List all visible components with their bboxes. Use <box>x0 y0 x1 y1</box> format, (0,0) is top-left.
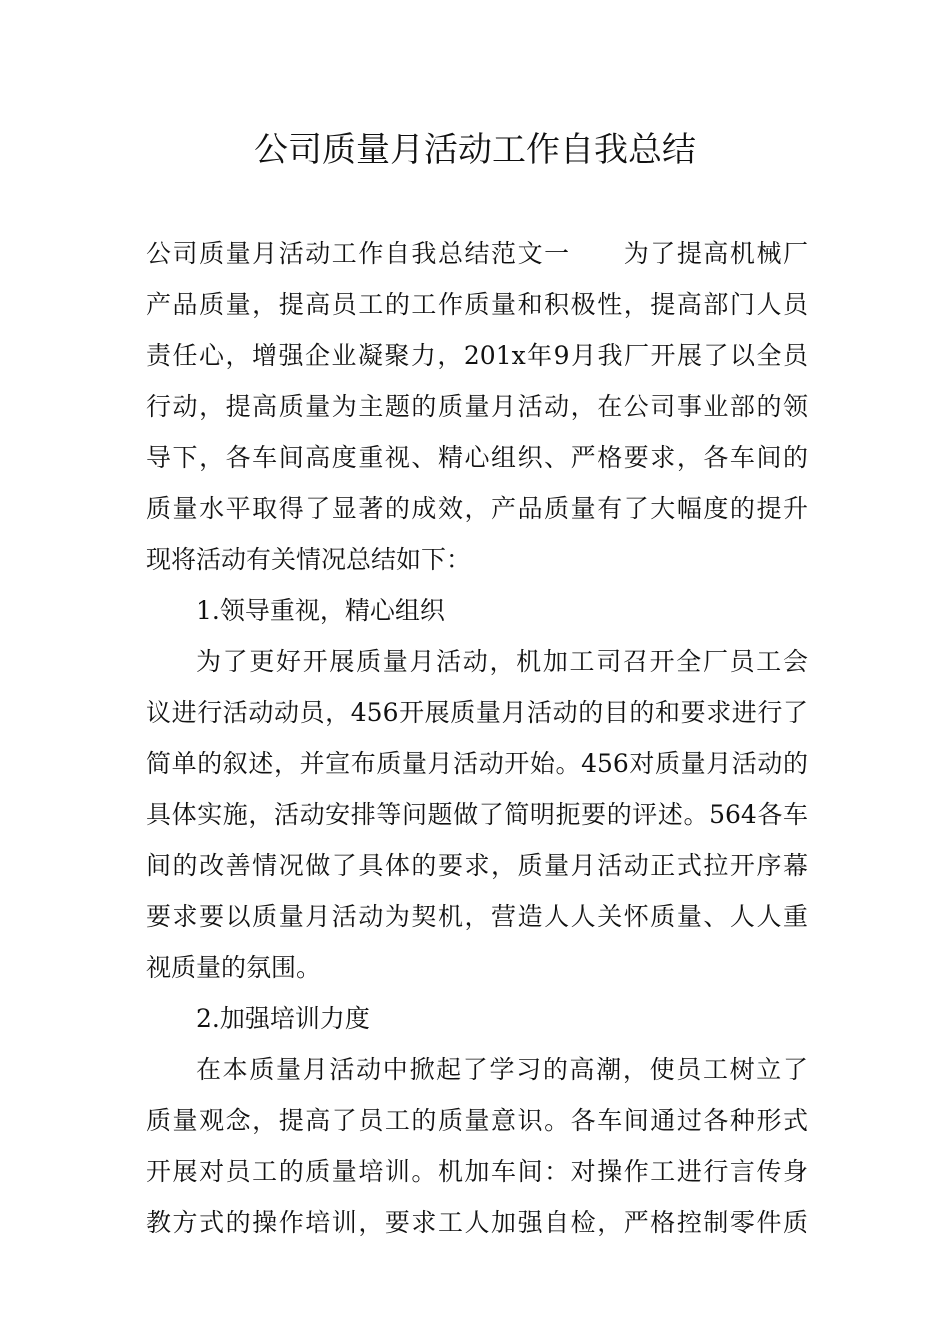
text-line: 产品质量，提高员工的工作质量和积极性，提高部门人员 <box>146 290 808 319</box>
text-line: 简单的叙述，并宣布质量月活动开始。456对质量月活动的 <box>146 749 808 778</box>
section-heading: 2.加强培训力度 <box>196 1004 370 1033</box>
text-line: 现将活动有关情况总结如下： <box>146 545 472 574</box>
text-line: 视质量的氛围。 <box>146 953 322 982</box>
text-line: 责任心，增强企业凝聚力，201x年9月我厂开展了以全员 <box>146 341 808 370</box>
text-line: 质量水平取得了显著的成效，产品质量有了大幅度的提升 <box>146 494 808 523</box>
text-line: 公司质量月活动工作自我总结范文一 为了提高机械厂 <box>146 239 808 268</box>
text-line: 为了更好开展质量月活动，机加工司召开全厂员工会 <box>196 647 808 676</box>
text-line: 教方式的操作培训，要求工人加强自检，严格控制零件质 <box>146 1208 808 1237</box>
text-line: 行动，提高质量为主题的质量月活动，在公司事业部的领 <box>146 392 808 421</box>
text-line: 质量观念，提高了员工的质量意识。各车间通过各种形式 <box>146 1106 808 1135</box>
text-line: 议进行活动动员，456开展质量月活动的目的和要求进行了 <box>146 698 808 727</box>
document-title: 公司质量月活动工作自我总结 <box>254 130 696 170</box>
text-line: 导下，各车间高度重视、精心组织、严格要求，各车间的 <box>146 443 808 472</box>
text-line: 间的改善情况做了具体的要求，质量月活动正式拉开序幕 <box>146 851 808 880</box>
text-line: 在本质量月活动中掀起了学习的高潮，使员工树立了 <box>196 1055 808 1084</box>
text-line: 开展对员工的质量培训。机加车间：对操作工进行言传身 <box>146 1157 808 1186</box>
document-body <box>146 228 808 1248</box>
text-line: 具体实施，活动安排等问题做了简明扼要的评述。564各车 <box>146 800 808 829</box>
text-line: 要求要以质量月活动为契机，营造人人关怀质量、人人重 <box>146 902 808 931</box>
section-heading: 1.领导重视，精心组织 <box>196 596 445 625</box>
